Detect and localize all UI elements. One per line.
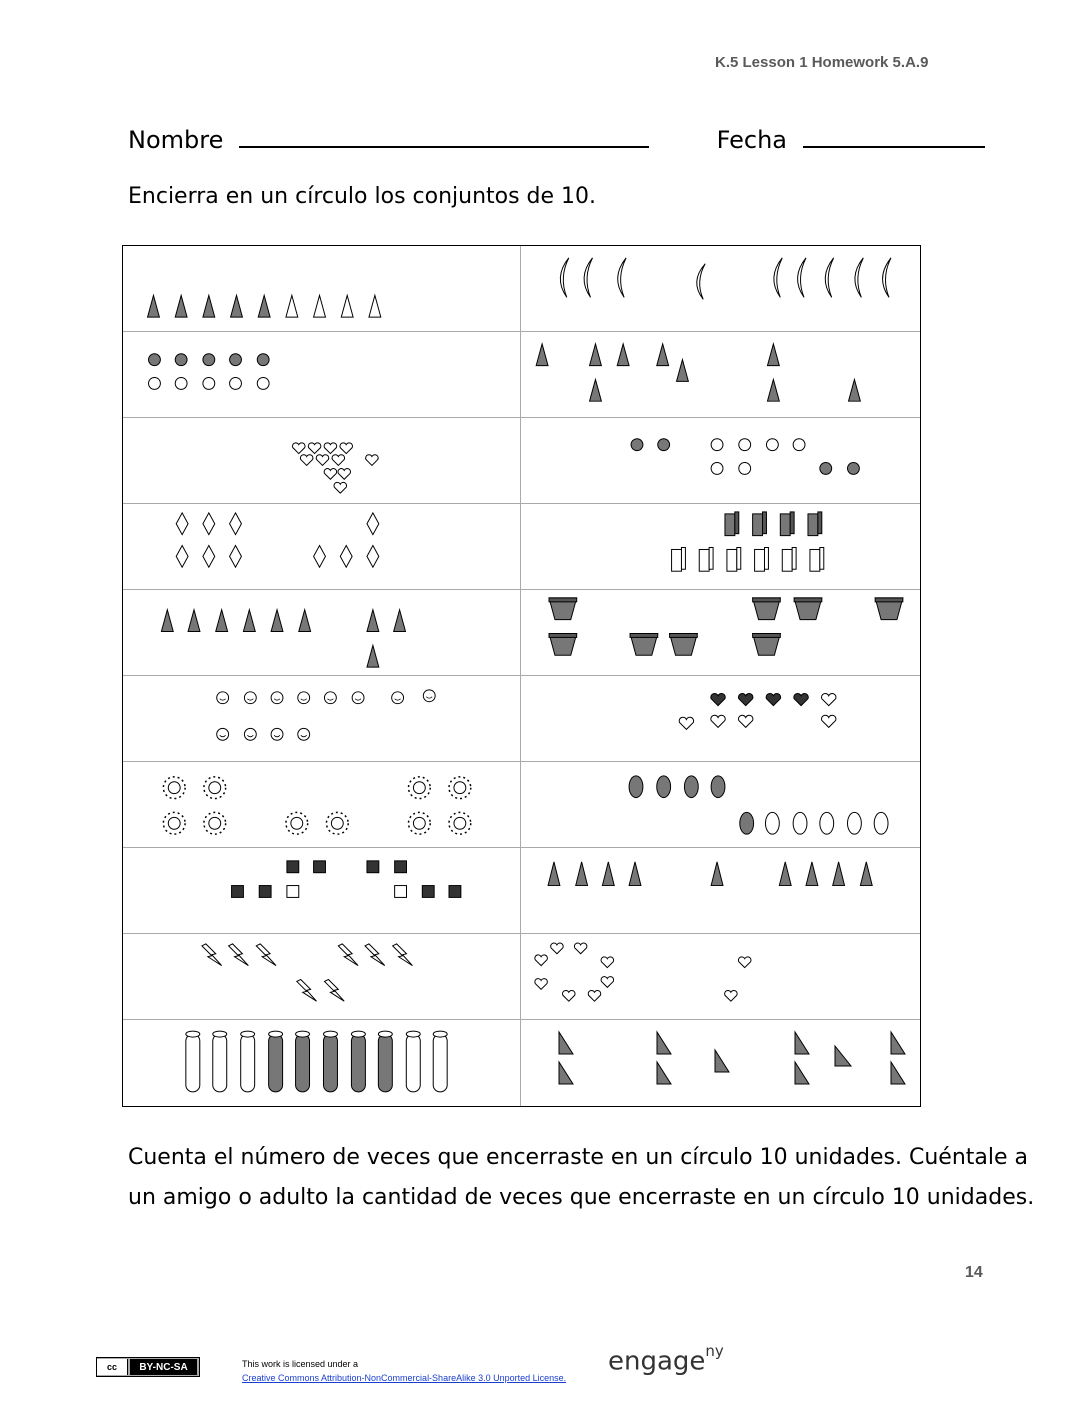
hearts-scattered bbox=[521, 934, 920, 1019]
cc-badge-text: BY-NC-SA bbox=[130, 1359, 197, 1375]
cell-r3-left[interactable] bbox=[123, 418, 521, 504]
circles-set-2 bbox=[521, 418, 920, 503]
license-line: This work is licensed under a bbox=[242, 1359, 359, 1369]
cell-r9-right[interactable] bbox=[521, 934, 920, 1020]
cell-r1-left[interactable] bbox=[123, 246, 521, 332]
date-label: Fecha bbox=[716, 126, 788, 154]
blocks-set bbox=[521, 504, 920, 589]
cell-r6-left[interactable] bbox=[123, 676, 521, 762]
cell-r7-right[interactable] bbox=[521, 762, 920, 848]
logo-text: engage bbox=[608, 1346, 706, 1377]
moons-set bbox=[521, 246, 920, 331]
name-label: Nombre bbox=[128, 126, 224, 154]
engageny-logo bbox=[608, 1342, 724, 1377]
cell-r6-right[interactable] bbox=[521, 676, 920, 762]
instruction-text: Encierra en un círculo los conjuntos de 10. bbox=[128, 184, 597, 209]
cell-r8-right[interactable] bbox=[521, 848, 920, 934]
name-blank[interactable] bbox=[239, 124, 649, 148]
circles-set bbox=[123, 332, 520, 417]
logo-sup: ny bbox=[705, 1342, 724, 1360]
triangles-set-3 bbox=[521, 848, 920, 933]
ovals-set bbox=[521, 762, 920, 847]
smileys-set bbox=[123, 676, 520, 761]
hearts-set bbox=[521, 676, 920, 761]
cell-r7-left[interactable] bbox=[123, 762, 521, 848]
worksheet-grid bbox=[122, 245, 921, 1107]
cell-r5-left[interactable] bbox=[123, 590, 521, 676]
date-blank[interactable] bbox=[803, 124, 985, 148]
cell-r10-left[interactable] bbox=[123, 1020, 521, 1106]
triangles-scattered bbox=[521, 332, 920, 417]
lightning-set bbox=[123, 934, 520, 1019]
cell-r4-right[interactable] bbox=[521, 504, 920, 590]
cell-r3-right[interactable] bbox=[521, 418, 920, 504]
cylinders-set bbox=[123, 1020, 520, 1106]
license-text bbox=[242, 1357, 566, 1385]
cell-r1-right[interactable] bbox=[521, 246, 920, 332]
cell-r9-left[interactable] bbox=[123, 934, 521, 1020]
cc-license-badge[interactable] bbox=[96, 1357, 200, 1377]
license-link[interactable]: Creative Commons Attribution-NonCommercial-ShareAlike 3.0 Unported License. bbox=[242, 1373, 567, 1383]
cell-r2-right[interactable] bbox=[521, 332, 920, 418]
squares-set bbox=[123, 848, 520, 933]
cell-r5-right[interactable] bbox=[521, 590, 920, 676]
lesson-header: K.5 Lesson 1 Homework 5.A.9 bbox=[715, 54, 929, 71]
cell-r8-left[interactable] bbox=[123, 848, 521, 934]
cell-r2-left[interactable] bbox=[123, 332, 521, 418]
page-number: 14 bbox=[965, 1264, 983, 1281]
hearts-triangle bbox=[123, 418, 520, 503]
cell-r4-left[interactable] bbox=[123, 504, 521, 590]
suns-set bbox=[123, 762, 520, 847]
right-triangles-set bbox=[521, 1020, 920, 1106]
diamonds-set bbox=[123, 504, 520, 589]
cc-icon: cc bbox=[97, 1359, 128, 1375]
triangles-set bbox=[123, 246, 520, 331]
name-date-row bbox=[128, 124, 985, 154]
counting-instructions: Cuenta el número de veces que encerraste en un círculo 10 unidades. Cuéntale a un amigo o adulto la cantidad de veces que encerraste en un círculo 10 unidades. bbox=[128, 1145, 1035, 1210]
triangles-set-2 bbox=[123, 590, 520, 675]
flowerpots-set bbox=[521, 590, 920, 675]
cell-r10-right[interactable] bbox=[521, 1020, 920, 1106]
